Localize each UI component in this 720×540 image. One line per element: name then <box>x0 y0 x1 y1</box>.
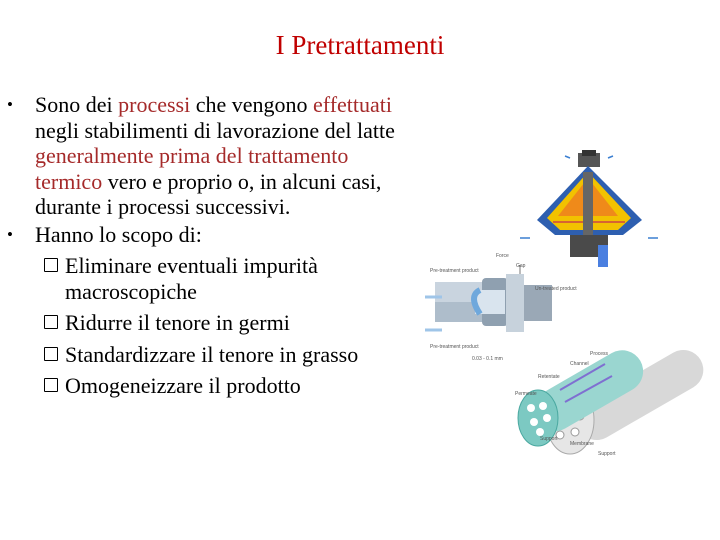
sub-bullet-item <box>0 342 420 368</box>
membrane-label: Process <box>590 351 609 357</box>
centrifugal-separator-illustration <box>520 150 658 267</box>
pretreatment-illustrations <box>420 150 720 470</box>
sub-bullet-text: Ridurre il tenore in germi <box>65 310 290 335</box>
checkbox-bullet-icon <box>44 315 58 329</box>
bullet1-highlight: generalmente prima del trattamento termico <box>35 143 349 194</box>
homogenizer-label: Force <box>496 253 509 259</box>
membrane-label: Permeate <box>515 391 537 397</box>
sub-bullet-text: Standardizzare il tenore in grasso <box>65 341 359 367</box>
homogenizer-label: Un-treated product <box>535 286 577 292</box>
bullet1-highlight: processi <box>118 92 191 117</box>
checkbox-bullet-icon <box>44 378 58 392</box>
bullet-definition <box>0 92 420 220</box>
homogenizer-valve-illustration <box>425 253 577 362</box>
membrane-label: Support <box>598 451 616 457</box>
homogenizer-label: Gap <box>516 263 526 269</box>
bullet1-highlight: effettuati <box>313 92 393 117</box>
sub-bullet-item <box>0 373 420 399</box>
bullet1-text: che vengono <box>190 92 314 117</box>
sub-bullet-text: Omogeneizzare il prodotto <box>65 373 301 398</box>
checkbox-bullet-icon <box>44 347 58 361</box>
bullet1-text: negli stabilimenti di lavorazione del latte <box>35 117 395 143</box>
membrane-label: Membrane <box>570 441 594 447</box>
bullet1-text: Sono dei <box>35 92 119 117</box>
membrane-label: Channel <box>570 361 589 367</box>
bullet-purpose <box>0 222 420 248</box>
bullet1-text: vero e proprio o, in alcuni casi, durante i processi successivi. <box>35 168 382 219</box>
homogenizer-label: Pre-treatment product <box>430 268 479 274</box>
bullet-dot-icon: • <box>7 95 13 114</box>
bullet2-text: Hanno lo scopo di: <box>35 221 202 247</box>
membrane-label: Retentate <box>538 374 560 380</box>
homogenizer-label: 0.03 - 0.1 mm <box>472 356 503 362</box>
bullet-dot-icon: • <box>7 224 13 244</box>
sub-bullet-text: Eliminare eventuali impurità macroscopiche <box>65 253 318 304</box>
membrane-filtration-illustration <box>515 343 711 457</box>
homogenizer-label: Pre-treatment product <box>430 344 479 350</box>
slide-body <box>0 92 420 399</box>
sub-bullet-item <box>0 310 420 336</box>
checkbox-bullet-icon <box>44 258 58 272</box>
membrane-label: Support <box>540 436 558 442</box>
slide-title: I Pretrattamenti <box>275 30 445 60</box>
sub-bullet-item <box>0 253 420 304</box>
